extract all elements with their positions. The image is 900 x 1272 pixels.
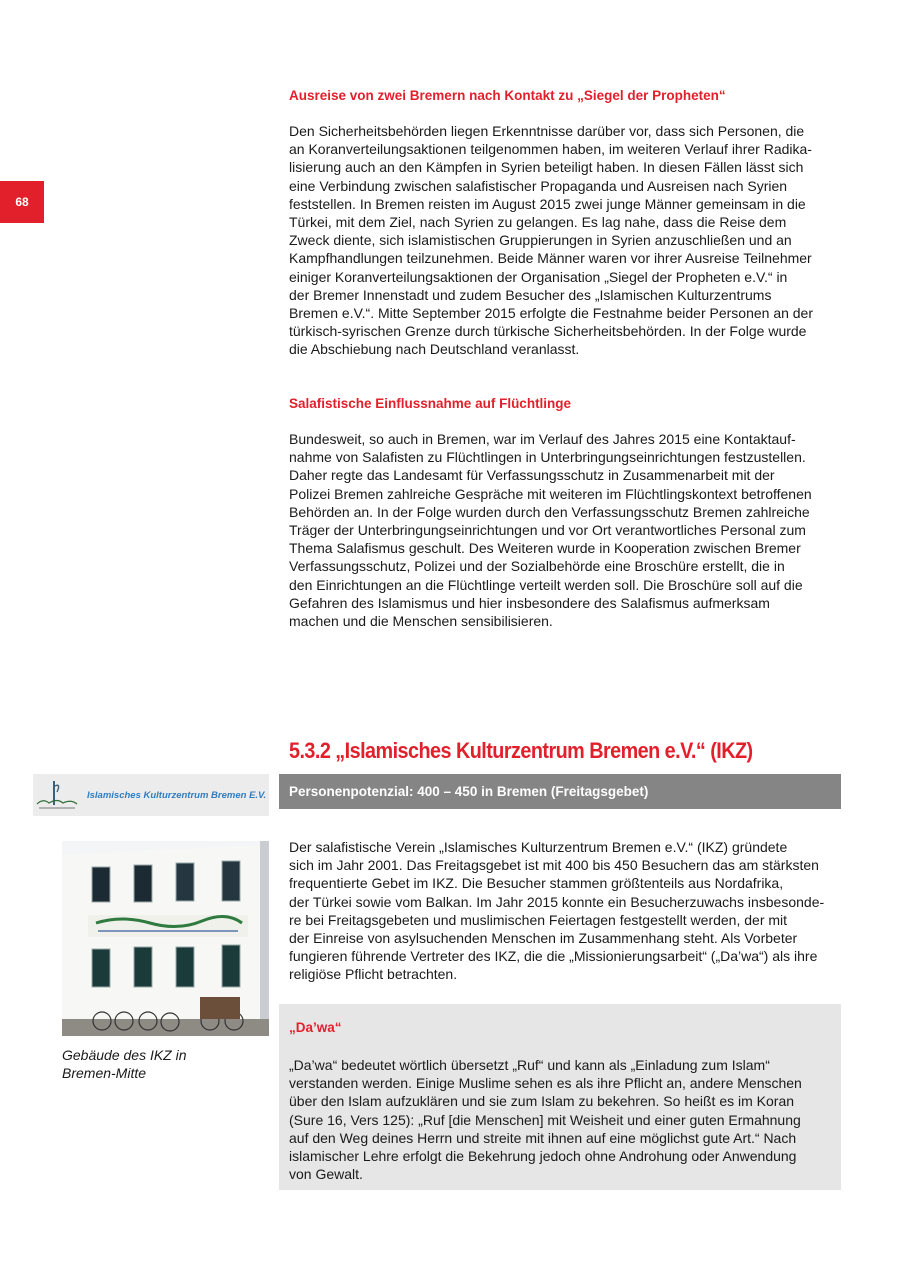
text-line: Den Sicherheitsbehörden liegen Erkenntnisse darüber vor, dass sich Personen, die: [289, 123, 805, 139]
text-line: Bremen e.V.“. Mitte September 2015 erfolgte die Festnahme beider Personen an der: [289, 305, 814, 322]
text-line: verstanden werden. Einige Muslime sehen es als ihre Pflicht an, andere Menschen: [289, 1075, 802, 1092]
text-line: Gefahren des Islamismus und hier insbesondere des Salafismus aufmerksam: [289, 594, 770, 611]
section-heading-ausreise: Ausreise von zwei Bremern nach Kontakt zu „Siegel der Propheten“: [289, 88, 726, 103]
caption-line: Bremen-Mitte: [62, 1065, 147, 1082]
text-line: türkisch-syrischen Grenze durch türkische Sicherheitsbehörden. In der Folge wurde: [289, 323, 807, 340]
section-heading-fluechtlinge: Salafistische Einflussnahme auf Flüchtlinge: [289, 396, 572, 411]
chapter-title: 5.3.2 „Islamisches Kulturzentrum Bremen e.V.“ (IKZ): [289, 738, 753, 763]
page-number-tab: [0, 181, 44, 223]
text-line: Thema Salafismus geschult. Des Weiteren wurde in Kooperation zwischen Bremer: [289, 540, 801, 557]
text-line: Träger der Unterbringungseinrichtungen und vor Ort verantwortliches Personal zum: [289, 522, 806, 539]
text-line: lisierung auch an den Kämpfen in Syrien beteiligt haben. In diesen Fällen lässt sich: [289, 159, 804, 176]
text-line: „Da’wa“ bedeutet wörtlich übersetzt „Ruf“ und kann als „Einladung zum Islam“: [289, 1057, 770, 1073]
text-line: sich im Jahr 2001. Das Freitagsgebet ist mit 400 bis 450 Besuchern das am stärksten: [289, 857, 819, 874]
text-line: re bei Freitagsgebeten und muslimischen Feiertagen festgestellt werden, der mit: [289, 911, 788, 928]
text-line: machen und die Menschen sensibilisieren.: [289, 613, 553, 630]
ikz-body-text: [289, 838, 834, 984]
ikz-building-photo: [62, 841, 269, 1036]
text-line: Kampfhandlungen teilzunehmen. Beide Männer waren vor ihrer Ausreise Teilnehmer: [289, 250, 812, 267]
text-line: an Koranverteilungsaktionen teilgenommen haben, im weiteren Verlauf ihrer Radika-: [289, 141, 812, 158]
ikz-logo: [33, 774, 269, 816]
text-line: von Gewalt.: [289, 1166, 363, 1183]
text-line: die Abschiebung nach Deutschland veranlasst.: [289, 341, 580, 358]
page-number: 68: [15, 195, 29, 209]
text-line: nahme von Salafisten zu Flüchtlingen in Unterbringungseinrichtungen festzustellen.: [289, 449, 806, 466]
section-body-ausreise: [289, 122, 834, 359]
text-line: islamischer Lehre erfolgt die Bekehrung jedoch ohne Androhung oder Anwendung: [289, 1148, 797, 1165]
text-line: der Einreise von asylsuchenden Menschen im Zusammenhang steht. Als Vorbeter: [289, 930, 798, 947]
text-line: Daher regte das Landesamt für Verfassungsschutz in Zusammenarbeit mit der: [289, 467, 775, 484]
text-line: feststellen. In Bremen reisten im August 2015 zwei junge Männer gemeinsam in die: [289, 195, 806, 212]
text-line: über den Islam aufzuklären und sie zum Islam zu bekehren. So heißt es im Koran: [289, 1093, 795, 1110]
text-line: auf den Weg deines Herrn und streite mit ihnen auf eine möglichst gute Art.“ Nach: [289, 1129, 797, 1146]
mosque-logo-icon: [33, 778, 81, 812]
personenpotenzial-bar: Personenpotenzial: 400 – 450 in Bremen (Freitagsgebet): [279, 774, 841, 809]
text-line: Verfassungsschutz, Polizei und der Sozialbehörde eine Broschüre erstellt, die in: [289, 558, 785, 575]
text-line: eine Verbindung zwischen salafistischer Propaganda und Ausreisen nach Syrien: [289, 177, 788, 194]
text-line: religiöse Pflicht betrachten.: [289, 966, 458, 983]
text-line: den Einrichtungen an die Flüchtlinge verteilt werden soll. Die Broschüre soll auf die: [289, 576, 803, 593]
text-line: einiger Koranverteilungsaktionen der Organisation „Siegel der Propheten e.V.“ in: [289, 268, 788, 285]
text-line: Zweck diente, sich islamistischen Gruppierungen in Syrien anzuschließen und an: [289, 232, 792, 249]
caption-line: Gebäude des IKZ in: [62, 1047, 187, 1063]
photo-caption: [62, 1046, 262, 1082]
logo-text: Islamisches Kulturzentrum Bremen E.V.: [87, 789, 267, 801]
text-line: (Sure 16, Vers 125): „Ruf [die Menschen] mit Weisheit und einer guten Ermahnung: [289, 1111, 801, 1128]
text-line: der Türkei sowie vom Balkan. Im Jahr 2015 konnte ein Besucherzuwachs insbesonde-: [289, 893, 825, 910]
text-line: Behörden an. In der Folge wurden durch den Verfassungsschutz Bremen zahlreiche: [289, 503, 810, 520]
text-line: Polizei Bremen zahlreiche Gespräche mit weiteren im Flüchtlingskontext betroffenen: [289, 485, 812, 502]
text-line: Bundesweit, so auch in Bremen, war im Verlauf des Jahres 2015 eine Kontaktauf-: [289, 431, 796, 447]
dawa-body-text: [289, 1056, 834, 1183]
text-line: der Bremer Innenstadt und zudem Besucher des „Islamischen Kulturzentrums: [289, 286, 772, 303]
text-line: fungieren führende Vertreter des IKZ, die die „Missionierungsarbeit“ („Da’wa“) als ihre: [289, 948, 818, 965]
text-line: Der salafistische Verein „Islamisches Kulturzentrum Bremen e.V.“ (IKZ) gründete: [289, 839, 788, 855]
dawa-heading: „Da’wa“: [289, 1020, 342, 1035]
text-line: Türkei, mit dem Ziel, nach Syrien zu gelangen. Es lag nahe, dass die Reise dem: [289, 214, 787, 231]
section-body-fluechtlinge: [289, 430, 834, 630]
text-line: frequentierte Gebet im IKZ. Die Besucher stammen größtenteils aus Nordafrika,: [289, 875, 784, 892]
